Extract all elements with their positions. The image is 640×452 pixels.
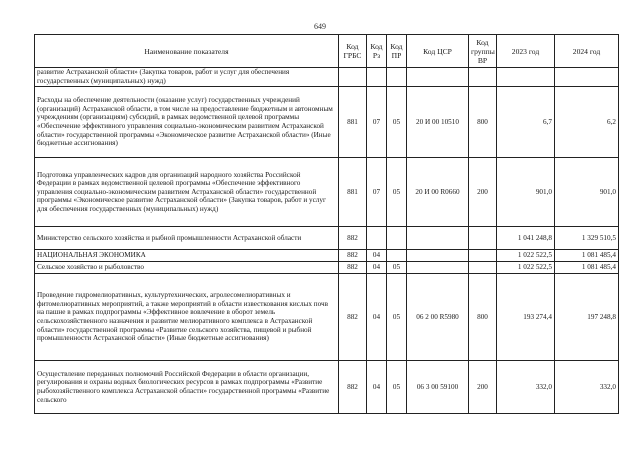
row-pr: 05 <box>387 262 407 274</box>
row-2023: 6,7 <box>497 87 555 158</box>
row-2024: 901,0 <box>555 158 619 227</box>
table-row <box>35 361 619 414</box>
row-vr <box>469 250 497 262</box>
row-csr <box>407 68 469 87</box>
table-row <box>35 227 619 250</box>
row-rz: 04 <box>367 361 387 414</box>
row-2024: 197 248,8 <box>555 274 619 361</box>
row-name: развитие Астраханской области» (Закупка товаров, работ и услуг для обеспечения государственных (муниципальных) нужд) <box>35 68 339 87</box>
row-2023: 332,0 <box>497 361 555 414</box>
row-csr <box>407 262 469 274</box>
row-rz: 07 <box>367 158 387 227</box>
row-vr: 800 <box>469 274 497 361</box>
row-2024: 1 081 485,4 <box>555 262 619 274</box>
table-row <box>35 250 619 262</box>
row-grbs: 882 <box>339 262 367 274</box>
row-rz: 04 <box>367 250 387 262</box>
row-csr <box>407 227 469 250</box>
row-pr <box>387 227 407 250</box>
row-name: Проведение гидромелиоративных, культуртехнических, агролесомелиоративных и фитомелиоративных мероприятий, а также мероприятий в области известкования кислых почв на пашне в рамках подпрограммы «Эффективное вовлечение в оборот земель сельскохозяйственного назначения и развитие мелиоративного комплекса в Астраханской области» государственной программы «Развитие сельского хозяйства, пищевой и рыбной промышленности Астраханской области» (Иные бюджетные ассигнования) <box>35 274 339 361</box>
row-vr <box>469 68 497 87</box>
col-header-name: Наименование показателя <box>35 35 339 68</box>
row-csr <box>407 250 469 262</box>
col-header-vr: Код группы ВР <box>469 35 497 68</box>
col-header-csr: Код ЦСР <box>407 35 469 68</box>
row-vr: 200 <box>469 158 497 227</box>
row-pr <box>387 68 407 87</box>
row-name: Сельское хозяйство и рыболовство <box>35 262 339 274</box>
table-row <box>35 262 619 274</box>
table-row <box>35 68 619 87</box>
row-2024 <box>555 68 619 87</box>
row-grbs: 881 <box>339 87 367 158</box>
row-rz: 07 <box>367 87 387 158</box>
row-pr: 05 <box>387 274 407 361</box>
col-header-rz: Код Рз <box>367 35 387 68</box>
row-rz <box>367 227 387 250</box>
budget-table <box>34 34 619 414</box>
row-2023: 193 274,4 <box>497 274 555 361</box>
row-vr <box>469 227 497 250</box>
row-grbs <box>339 68 367 87</box>
row-name: Подготовка управленческих кадров для организаций народного хозяйства Российской Федерации в рамках ведомственной целевой программы «Обеспечение эффективного управления социально-экономическим развитием Астраханской области» государственной программы «Экономическое развитие Астраханской области» (Закупка товаров, работ и услуг для обеспечения государственных (муниципальных) нужд) <box>35 158 339 227</box>
row-2024: 1 081 485,4 <box>555 250 619 262</box>
row-csr: 06 3 00 59100 <box>407 361 469 414</box>
table-row <box>35 274 619 361</box>
row-2024: 6,2 <box>555 87 619 158</box>
table-row <box>35 87 619 158</box>
row-name: Министерство сельского хозяйства и рыбной промышленности Астраханской области <box>35 227 339 250</box>
row-2023: 1 041 248,8 <box>497 227 555 250</box>
row-vr <box>469 262 497 274</box>
col-header-2024: 2024 год <box>555 35 619 68</box>
row-csr: 06 2 00 R5980 <box>407 274 469 361</box>
row-vr: 800 <box>469 87 497 158</box>
row-2023: 1 022 522,5 <box>497 250 555 262</box>
row-vr: 200 <box>469 361 497 414</box>
row-name: НАЦИОНАЛЬНАЯ ЭКОНОМИКА <box>35 250 339 262</box>
row-pr: 05 <box>387 87 407 158</box>
page-number: 649 <box>314 22 326 31</box>
col-header-pr: Код ПР <box>387 35 407 68</box>
table-row <box>35 158 619 227</box>
row-2024: 1 329 510,5 <box>555 227 619 250</box>
row-grbs: 882 <box>339 250 367 262</box>
row-grbs: 882 <box>339 361 367 414</box>
row-rz: 04 <box>367 274 387 361</box>
col-header-2023: 2023 год <box>497 35 555 68</box>
row-rz: 04 <box>367 262 387 274</box>
row-2023: 1 022 522,5 <box>497 262 555 274</box>
row-pr: 05 <box>387 158 407 227</box>
row-grbs: 882 <box>339 274 367 361</box>
row-pr: 05 <box>387 361 407 414</box>
row-name: Осуществление переданных полномочий Российской Федерации в области организации, регулирования и охраны водных биологических ресурсов в рамках подпрограммы «Развитие рыбохозяйственного комплекса Астраханской области» государственной программы «Развитие сельского <box>35 361 339 414</box>
row-rz <box>367 68 387 87</box>
row-grbs: 881 <box>339 158 367 227</box>
row-2024: 332,0 <box>555 361 619 414</box>
table-header-row <box>35 35 619 68</box>
row-grbs: 882 <box>339 227 367 250</box>
row-csr: 20 И 00 10510 <box>407 87 469 158</box>
row-csr: 20 И 00 R0660 <box>407 158 469 227</box>
row-pr <box>387 250 407 262</box>
col-header-grbs: Код ГРБС <box>339 35 367 68</box>
row-name: Расходы на обеспечение деятельности (оказание услуг) государственных учреждений (организаций) Астраханской области, в том числе на предоставление бюджетным и автономным учреждениям (организациям) субсидий, в рамках ведомственной целевой программы «Обеспечение эффективного управления социально-экономическим развитием Астраханской области» государственной программы «Экономическое развитие Астраханской области» (Иные бюджетные ассигнования) <box>35 87 339 158</box>
row-2023 <box>497 68 555 87</box>
row-2023: 901,0 <box>497 158 555 227</box>
